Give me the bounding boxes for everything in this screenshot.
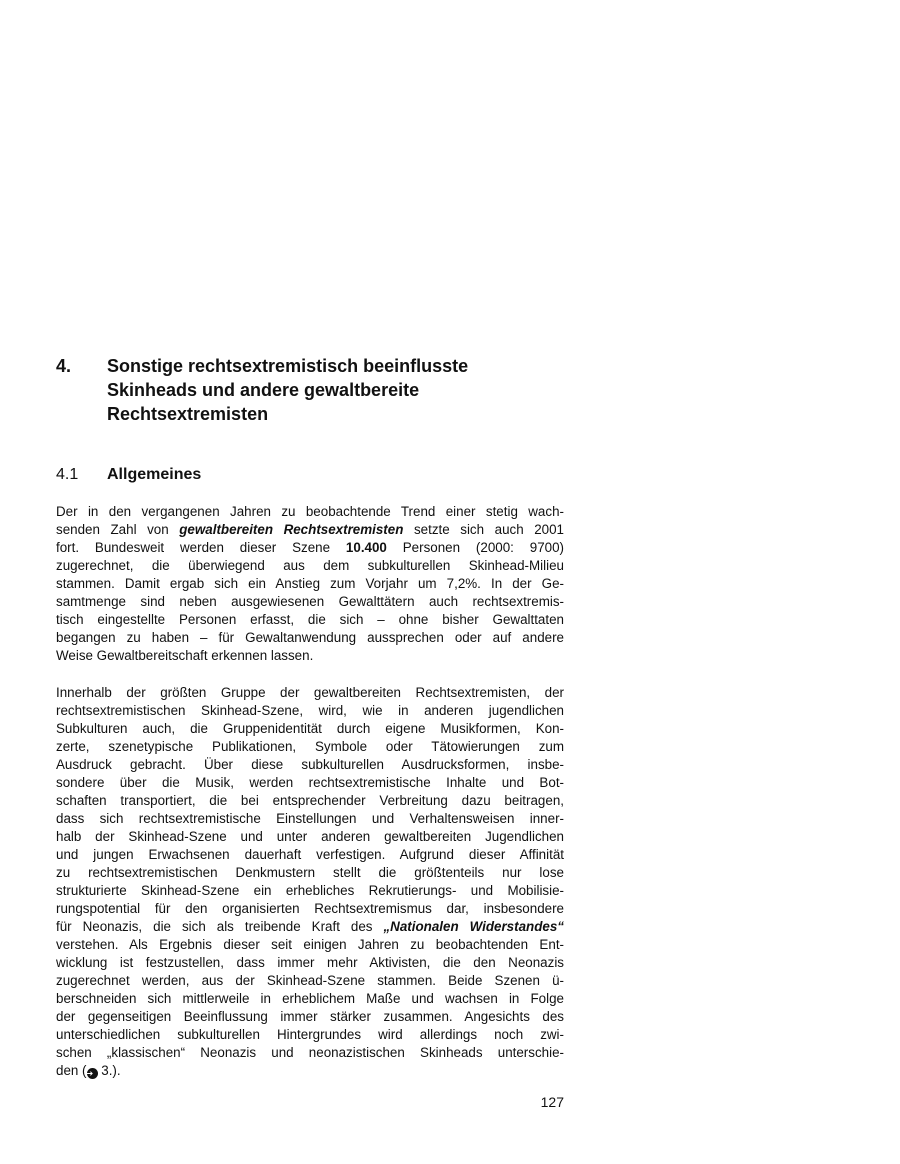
text-line: Innerhalb der größten Gruppe der gewaltbereiten Rechtsextremisten, der <box>56 685 564 700</box>
text-line: der gegenseitigen Beeinflussung immer stärker zusammen. Angesichts des <box>56 1009 564 1024</box>
text-line: stammen. Damit ergab sich ein Anstieg zum Vorjahr um 7,2%. In der Ge- <box>56 576 564 591</box>
text-line: fort. Bundesweit werden dieser Szene 10.400 Personen (2000: 9700) <box>56 540 564 555</box>
text-line: halb der Skinhead-Szene und unter anderen gewaltbereiten Jugendlichen <box>56 829 564 844</box>
text-line: samtmenge sind neben ausgewiesenen Gewalttätern auch rechtsextremis- <box>56 594 564 609</box>
count-figure: 10.400 <box>345 540 387 555</box>
text-line: Subkulturen auch, die Gruppenidentität durch eigene Musikformen, Kon- <box>56 721 564 736</box>
text-line: den (➔ 3.). <box>56 1063 121 1078</box>
emphasis-term: „Nationalen Widerstandes“ <box>383 919 564 934</box>
text-line: schaften transportiert, die bei entsprechender Verbreitung dazu beitragen, <box>56 793 564 808</box>
text-line: zugerechnet, die überwiegend aus dem subkulturellen Skinhead-Milieu <box>56 558 564 573</box>
emphasis-term: gewaltbereiten Rechtsextremisten <box>179 522 404 537</box>
chapter-title: Sonstige rechtsextremistisch beeinflusste Skinheads und andere gewaltbereite Rechtsextremisten <box>107 356 469 424</box>
section-heading <box>56 465 576 485</box>
text-line: Der in den vergangenen Jahren zu beobachtende Trend einer stetig wach- <box>56 504 564 519</box>
paragraph-2 <box>56 684 564 1080</box>
text-line: zu rechtsextremistischen Denkmustern stellt die größtenteils nur lose <box>56 865 564 880</box>
page-number: 127 <box>540 1094 564 1110</box>
text-line: Weise Gewaltbereitschaft erkennen lassen. <box>56 648 314 663</box>
text-line: und jungen Erwachsenen dauerhaft verfestigen. Aufgrund dieser Affinität <box>56 847 564 862</box>
text-line: für Neonazis, die sich als treibende Kraft des „Nationalen Widerstandes“ <box>56 919 564 934</box>
paragraph-1 <box>56 503 564 665</box>
text-line: begangen zu haben – für Gewaltanwendung aussprechen oder auf andere <box>56 630 564 645</box>
text-line: schen „klassischen“ Neonazis und neonazistischen Skinheads unterschie- <box>56 1045 564 1060</box>
text-line: senden Zahl von gewaltbereiten Rechtsextremisten setzte sich auch 2001 <box>56 522 565 537</box>
text-line: unterschiedlichen subkulturellen Hintergrundes wird allerdings noch zwi- <box>56 1027 564 1042</box>
cross-reference-arrow-icon: ➔ <box>87 1068 98 1079</box>
text-line: dass sich rechtsextremistische Einstellungen und Verhaltensweisen inner- <box>56 811 564 826</box>
text-line: verstehen. Als Ergebnis dieser seit einigen Jahren zu beobachtenden Ent- <box>56 937 564 952</box>
text-line: rungspotential für den organisierten Rechtsextremismus dar, insbesondere <box>56 901 564 916</box>
section-title: Allgemeines <box>107 466 202 483</box>
text-line: strukturierte Skinhead-Szene ein erhebliches Rekrutierungs- und Mobilisie- <box>56 883 564 898</box>
text-line: sondere über die Musik, werden rechtsextremistische Inhalte und Bot- <box>56 775 564 790</box>
text-line: tisch eingestellte Personen erfasst, die sich – ohne bisher Gewalttaten <box>56 612 564 627</box>
text-line: zerte, szenetypische Publikationen, Symbole oder Tätowierungen zum <box>56 739 564 754</box>
chapter-heading <box>56 354 576 426</box>
section-number: 4.1 <box>56 466 79 483</box>
text-line: zugerechnet werden, aus der Skinhead-Szene stammen. Beide Szenen ü- <box>56 973 564 988</box>
text-line: wicklung ist festzustellen, dass immer mehr Aktivisten, die den Neonazis <box>56 955 564 970</box>
text-line: rechtsextremistischen Skinhead-Szene, wird, wie in anderen jugendlichen <box>56 703 564 718</box>
chapter-number: 4. <box>56 356 72 376</box>
text-line: berschneiden sich mittlerweile in erheblichem Maße und wachsen in Folge <box>56 991 564 1006</box>
text-line: Ausdruck gebracht. Über diese subkulturellen Ausdrucksformen, insbe- <box>56 757 564 772</box>
